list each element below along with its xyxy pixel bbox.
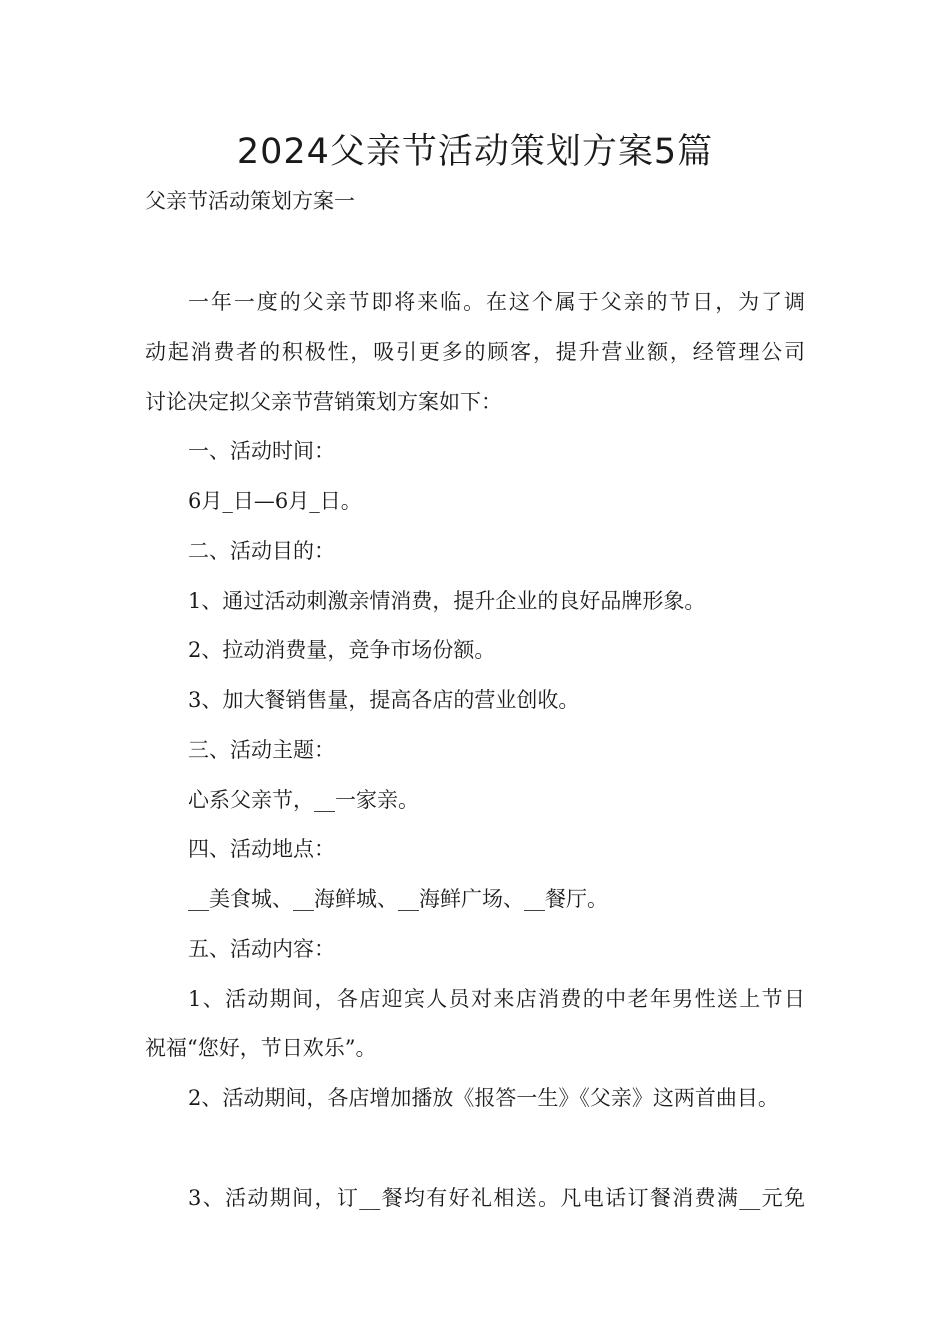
heading-activity-content: 五、活动内容： <box>188 937 335 961</box>
goal-item: 3、加大餐销售量，提高各店的营业创收。 <box>188 688 580 712</box>
heading-activity-time: 一、活动时间： <box>188 439 335 463</box>
heading-activity-place: 四、活动地点： <box>188 837 335 861</box>
document-title: 2024父亲节活动策划方案5篇 <box>236 132 714 172</box>
content-item: 2、活动期间，各店增加播放《报答一生》《父亲》这两首曲目。 <box>188 1086 779 1110</box>
intro-paragraph-line: 动起消费者的积极性，吸引更多的顾客，提升营业额，经管理公司 <box>145 340 805 364</box>
activity-place-value: __美食城、__海鲜城、__海鲜广场、__餐厅。 <box>188 887 608 911</box>
intro-paragraph-line: 讨论决定拟父亲节营销策划方案如下： <box>145 390 502 414</box>
content-item-continuation: 祝福“您好，节日欢乐”。 <box>145 1036 377 1060</box>
heading-activity-theme: 三、活动主题： <box>188 738 335 762</box>
heading-activity-goal: 二、活动目的： <box>188 539 335 563</box>
section-subtitle: 父亲节活动策划方案一 <box>145 189 355 213</box>
intro-paragraph-line: 一年一度的父亲节即将来临。在这个属于父亲的节日，为了调 <box>188 290 805 314</box>
content-item: 3、活动期间，订__餐均有好礼相送。凡电话订餐消费满__元免 <box>188 1186 805 1210</box>
goal-item: 2、拉动消费量，竞争市场份额。 <box>188 638 496 662</box>
activity-theme-value: 心系父亲节，__一家亲。 <box>188 788 419 812</box>
goal-item: 1、通过活动刺激亲情消费，提升企业的良好品牌形象。 <box>188 589 706 613</box>
activity-time-value: 6月_日—6月_日。 <box>188 489 362 513</box>
content-item: 1、活动期间，各店迎宾人员对来店消费的中老年男性送上节日 <box>188 987 805 1011</box>
